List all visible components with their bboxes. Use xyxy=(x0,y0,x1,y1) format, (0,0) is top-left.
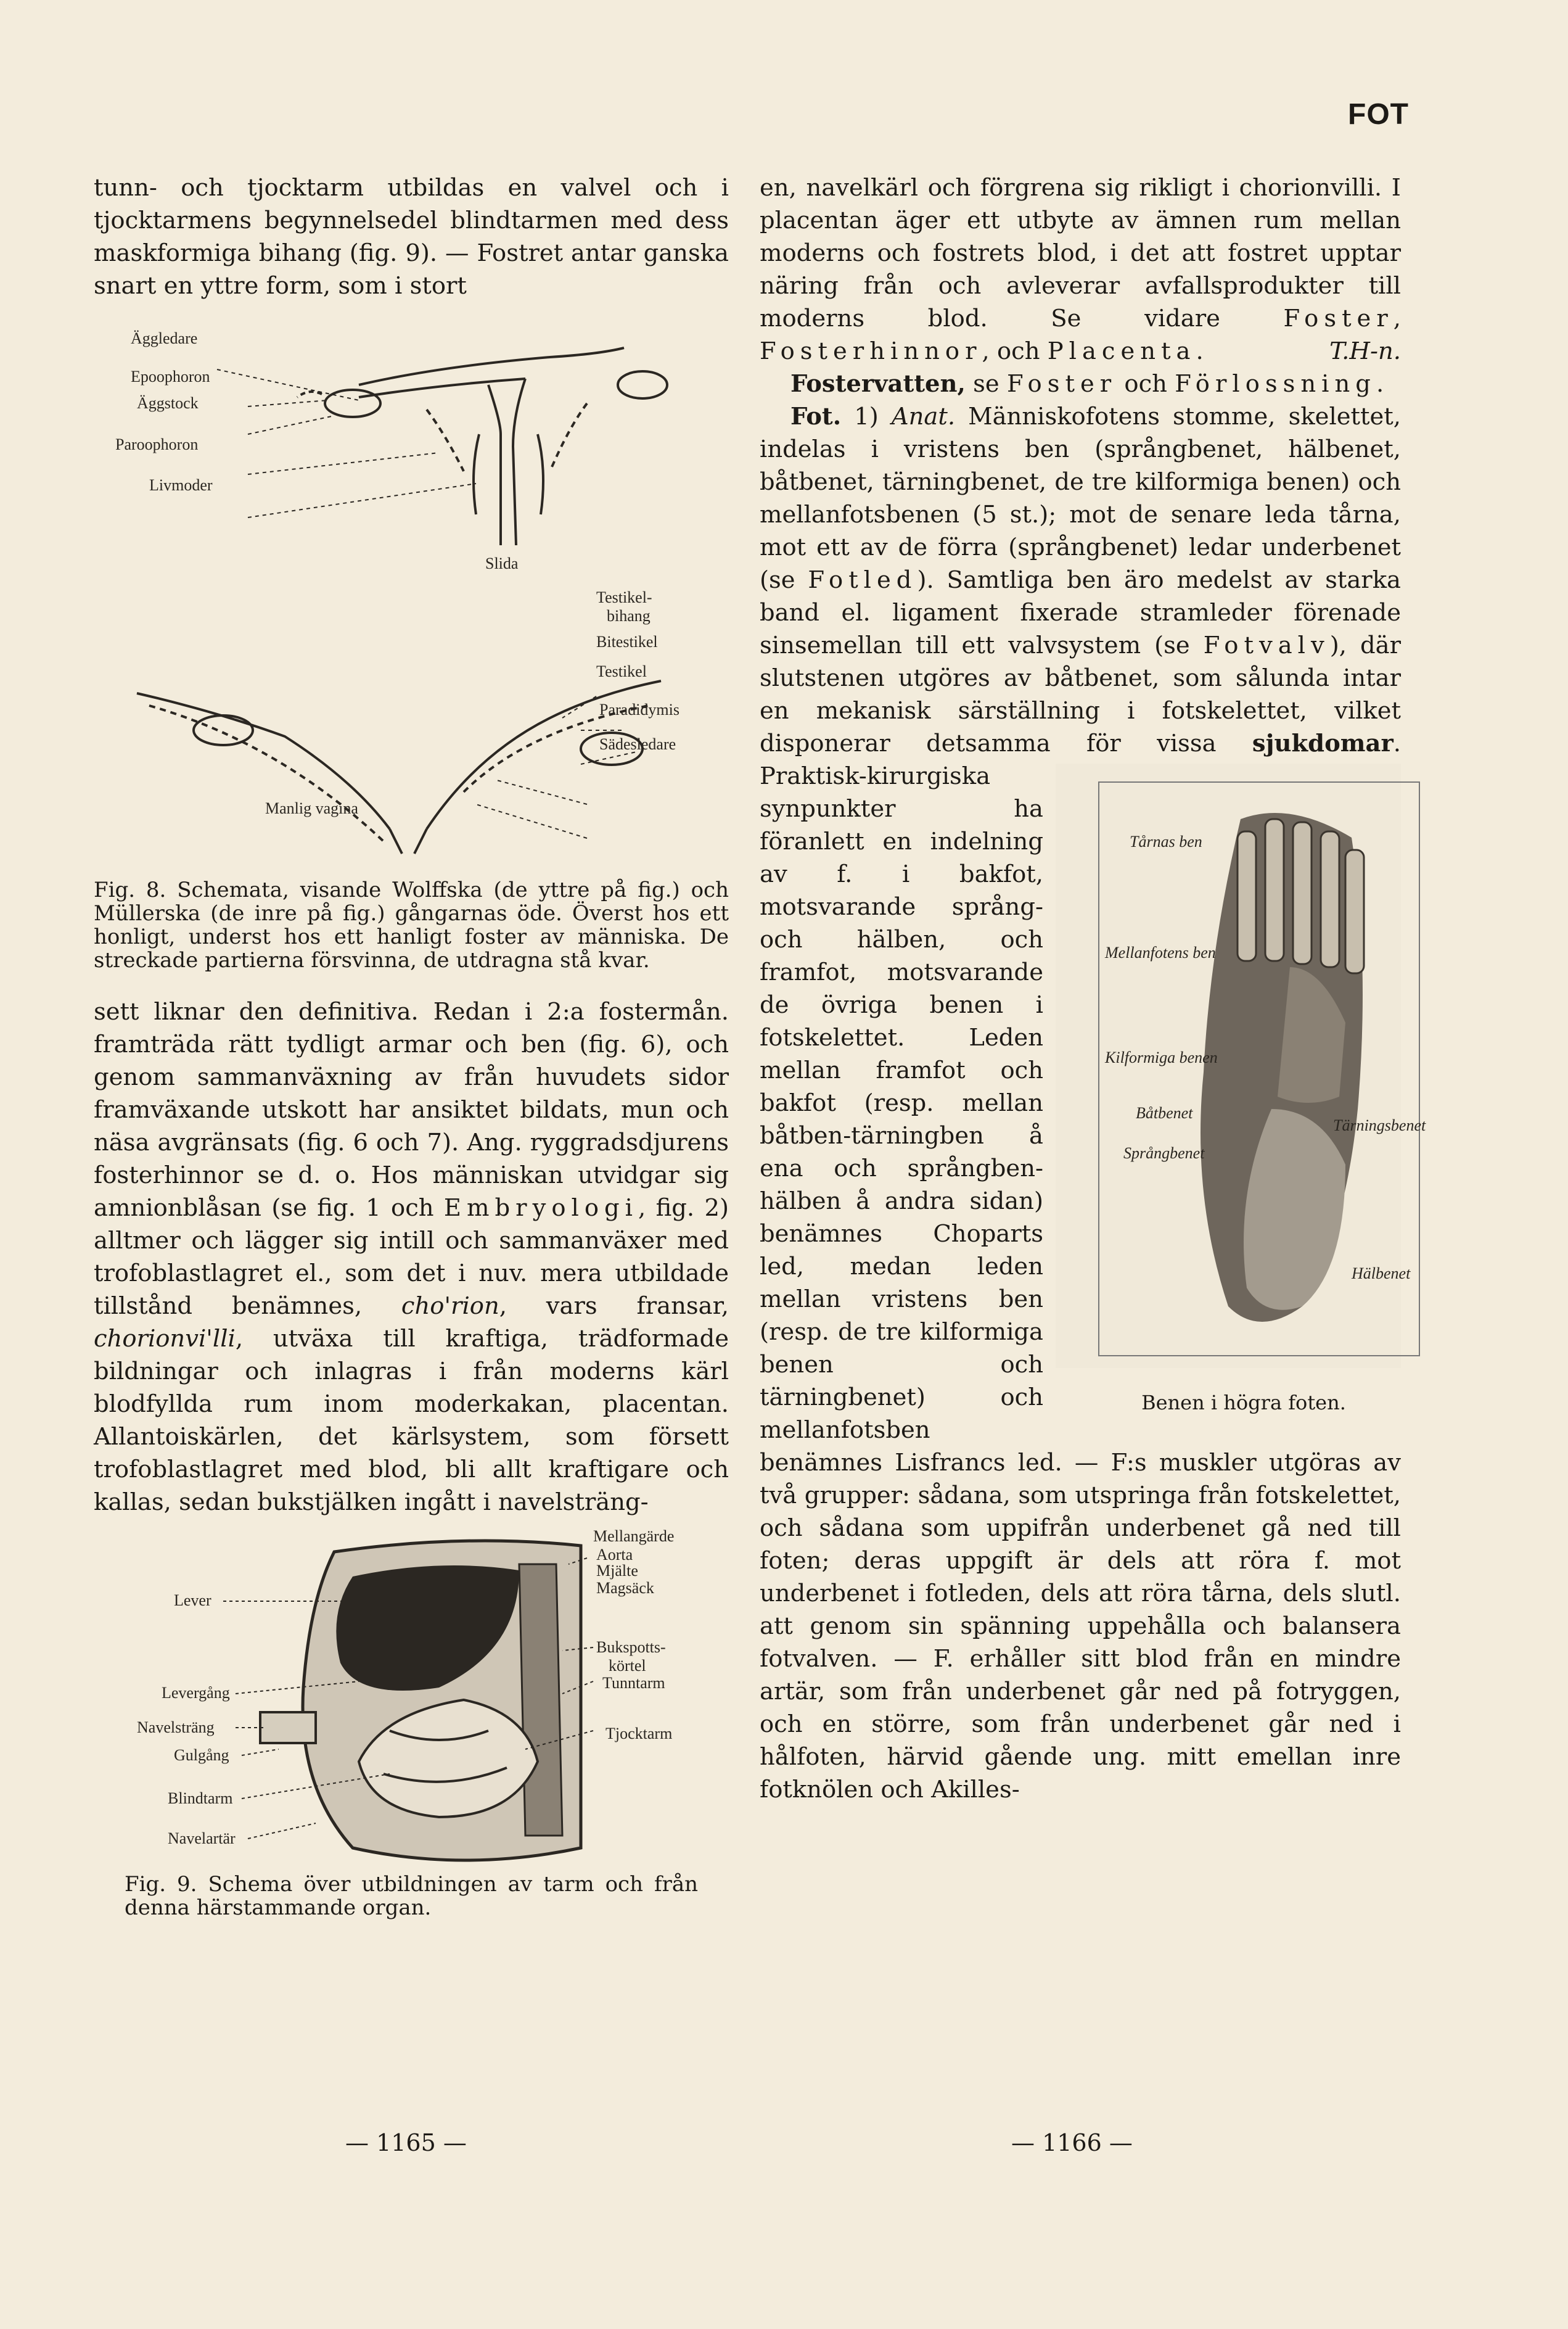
label-mjalte: Mjälte xyxy=(596,1562,638,1580)
label-bitestikel: Bitestikel xyxy=(596,633,658,651)
spaced-term: Foster xyxy=(1283,305,1394,332)
author-signature: T.H-n. xyxy=(1329,337,1401,365)
label-tarnas-ben: Tårnas ben xyxy=(1130,833,1202,851)
italic-term: Anat. xyxy=(891,403,956,431)
label-bukspott-2: körtel xyxy=(609,1657,646,1675)
text-run: , fig. 2) alltmer och lägger sig intill och sammanväxer med trofoblastlagret el., som det i nuv. mera utbildade tillstånd benämnes, xyxy=(94,1194,729,1320)
label-slida: Slida xyxy=(485,554,519,572)
running-head: FOT xyxy=(1348,98,1409,131)
label-navelstrang: Navelsträng xyxy=(137,1718,215,1736)
text-run: . Praktisk-kirurgiska synpunkter ha föranlett en indelning av f. i bakfot, motsvarande språng- och hälben, och framfot, motsvarande de övriga benen i fotskelettet. Leden mellan framfot och bakfot (resp. mellan båtben-tärningben å ena och språngben-hälben å andra sidan) benämnes Choparts led, medan leden mellan vristens ben (resp. de tre kilformiga benen och tärningbenet) och mellanfotsben benämnes Lisfrancs led. — F:s muskler utgöras av två grupper: sådana, som utspringa från fotskelettet, och sådana som uppifrån underbenet gå ned till foten; deras uppgift är dels att röra f. mot underbenet i fotleden, dels att röra tårna, dels slutl. att genom sin spänning uppehålla och balansera fotvalven. — F. erhåller sitt blod från en mindre artär, som från underbenet går ned på fotryggen, och en större, som från underbenet går ned i hålfoten, härvid gående ung. mitt emellan inre fotknölen och Akilles- xyxy=(760,730,1401,1803)
label-levergang: Levergång xyxy=(162,1684,230,1702)
label-tarningsbenet: Tärningsbenet xyxy=(1333,1116,1426,1134)
figure-9 xyxy=(94,1527,729,1873)
spaced-term: Fosterhinnor xyxy=(760,337,982,365)
left-column xyxy=(94,171,729,1919)
label-bukspott-1: Bukspotts- xyxy=(596,1638,666,1656)
italic-term: chorionvi'lli xyxy=(94,1325,236,1353)
label-sadesledare: Sädesledare xyxy=(599,735,676,753)
page-number-left: — 1165 — xyxy=(345,2129,467,2156)
text-run: sett liknar den definitiva. Redan i 2:a fostermån. framträda rätt tydligt armar och ben (fig. 6), och genom sammanväxning av från huvudets sidor framväxande utskott har ansiktet bildats, mun och näsa avgränsats (fig. 6 och 7). Ang. ryggradsdjurens fosterhinnor se d. o. Hos människan utvidgar sig amnionblåsan (se fig. 1 och xyxy=(94,998,729,1222)
label-testikelbihang-2: bihang xyxy=(607,607,651,625)
foot-figure xyxy=(1056,764,1426,1436)
label-aorta: Aorta xyxy=(596,1546,633,1564)
paragraph: en, navelkärl och förgrena sig rikligt i chorionvilli. I placentan äger ett utbyte av ämnen rum mellan moderns och fostrets blod, i det att fostret upptar näring från och avleverar avfallsprodukter till moderns blod. Se vidare Foster, Fosterhinnor, och Placenta. T.H-n. xyxy=(760,171,1401,368)
paragraph: Fostervatten, se Foster och Förlossning. xyxy=(790,370,1384,398)
label-lever: Lever xyxy=(174,1591,211,1609)
italic-term: cho'rion xyxy=(401,1292,499,1320)
label-halbenet: Hälbenet xyxy=(1352,1264,1411,1282)
label-gulgang: Gulgång xyxy=(174,1746,229,1764)
label-mellangarde: Mellangärde xyxy=(593,1527,675,1545)
foot-figure-caption: Benen i högra foten. xyxy=(1141,1391,1346,1414)
paragraph xyxy=(760,400,1426,1806)
text-run: ). Samtliga ben äro medelst av starka band el. ligament fixerade stramleder förenade sinsemellan till ett valvsystem (se xyxy=(760,566,1401,659)
label-navelartar: Navelartär xyxy=(168,1829,236,1847)
text-run: och xyxy=(1117,370,1175,398)
paragraph xyxy=(94,995,729,1519)
spaced-term: Förlossning xyxy=(1175,370,1376,398)
label-batbenet: Båtbenet xyxy=(1136,1104,1193,1122)
text-run: , vars fransar, xyxy=(499,1292,729,1320)
text-run: en, navelkärl och förgrena sig rikligt i chorionvilli. I placentan äger ett utbyte av ämnen rum mellan moderns och fostrets blod, i det att fostret upptar näring från och avleverar avfallsprodukter till moderns blod. Se vidare xyxy=(760,174,1401,332)
spaced-term: Fotled xyxy=(808,566,917,594)
label-kilformiga-benen: Kilformiga benen xyxy=(1105,1049,1218,1066)
label-testikel: Testikel xyxy=(596,662,647,680)
label-manlig-vagina: Manlig vagina xyxy=(265,799,358,817)
spaced-term: Placenta xyxy=(1047,337,1196,365)
label-blindtarm: Blindtarm xyxy=(168,1789,233,1807)
figure-8 xyxy=(94,311,729,878)
spaced-term: Fotvalv xyxy=(1203,632,1330,659)
entry-heading: Fot. xyxy=(790,403,842,431)
label-paroophoron: Paroophoron xyxy=(115,435,199,453)
spaced-term: Embryologi xyxy=(443,1194,638,1222)
label-livmoder: Livmoder xyxy=(149,476,213,494)
label-sprangbenet: Språngbenet xyxy=(1123,1144,1205,1162)
text-run: , utväxa till kraftiga, trädformade bildningar och inlagras i från moderns kärl blodfyllda rum inom moderkakan, placentan. Allantoiskärlen, det kärlsystem, som försett trofoblastlagret med blod, bli allt kraftigare och kallas, sedan bukstjälken ingått i navelsträng- xyxy=(94,1325,729,1516)
text-run: Människofotens stomme, skelettet, indelas i vristens ben (språngbenet, hälbenet, båtbenet, tärningbenet, de tre kilformiga benen) och mellanfotsbenen (5 st.); mot de senare leda tårna, mot ett av de förra (språngbenet) ledar underbenet (se xyxy=(760,403,1401,594)
label-mellanfotens-ben: Mellanfotens ben xyxy=(1105,944,1216,962)
label-testikelbihang-1: Testikel- xyxy=(596,588,652,606)
label-magsack: Magsäck xyxy=(596,1579,654,1597)
bold-term: sjukdomar xyxy=(1252,730,1394,757)
label-aggledare: Äggledare xyxy=(131,329,198,347)
figure-9-caption: Fig. 9. Schema över utbildningen av tarm och från denna härstammande organ. xyxy=(125,1872,698,1920)
text-run: se xyxy=(965,370,1007,398)
text-run: , och xyxy=(982,337,1048,365)
label-tjocktarm: Tjocktarm xyxy=(605,1725,673,1742)
entry-heading: Fostervatten, xyxy=(790,370,966,398)
page-number-right: — 1166 — xyxy=(1011,2129,1133,2156)
label-paradidymis: Paradidymis xyxy=(599,701,679,719)
paragraph: tunn- och tjocktarm utbildas en valvel och i tjocktarmens begynnelsedel blindtarmen med dess maskformiga bihang (fig. 9). — Fostret antar ganska snart en yttre form, som i stort xyxy=(94,174,729,300)
text-run: ), där slutstenen utgöres av båtbenet, som sålunda intar en mekanisk särställning i fotskelettet, vilket disponerar detsamma för vissa xyxy=(760,632,1402,757)
right-column xyxy=(760,171,1426,1806)
label-aggstock: Äggstock xyxy=(137,394,199,412)
spaced-term: Foster xyxy=(1006,370,1117,398)
label-tunntarm: Tunntarm xyxy=(602,1674,665,1692)
label-epoophoron: Epoophoron xyxy=(131,368,210,385)
figure-8-caption: Fig. 8. Schemata, visande Wolffska (de yttre på fig.) och Müllerska (de inre på fig.) gångarnas öde. Överst hos ett honligt, underst hos ett hanligt foster av människa. De streckade partierna försvinna, de utdragna stå kvar. xyxy=(94,878,729,973)
text-run: 1) xyxy=(841,403,892,431)
